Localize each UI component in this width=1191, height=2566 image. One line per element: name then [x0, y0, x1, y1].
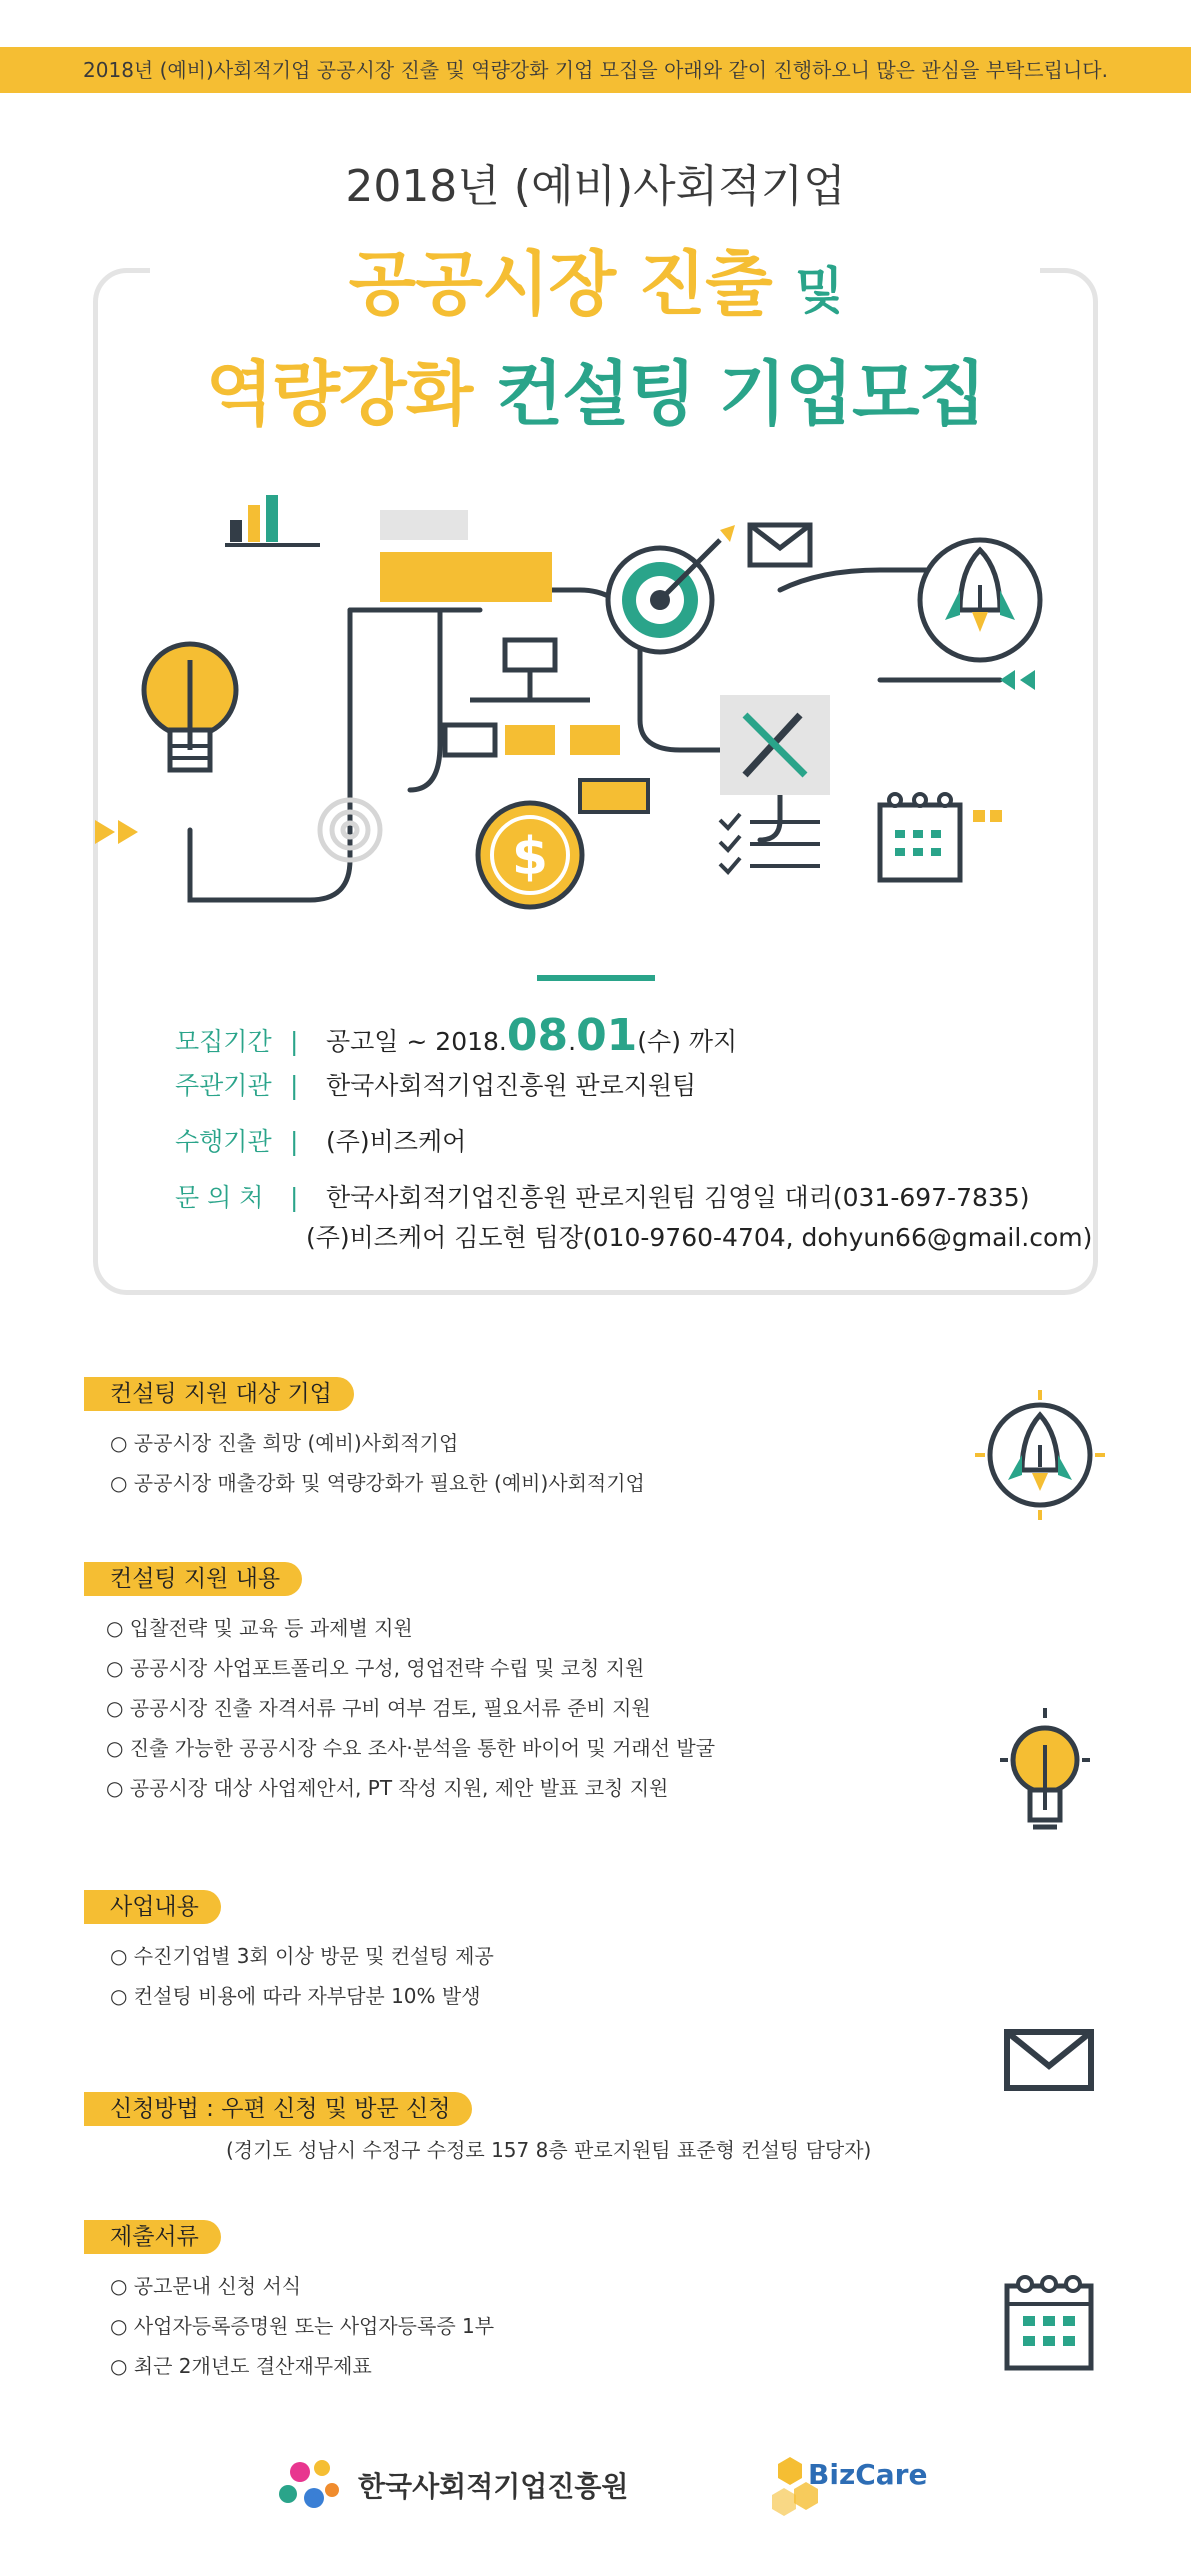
section-content-title: 컨설팅 지원 내용	[84, 1562, 302, 1596]
period-key: 모집기간	[175, 1027, 272, 1056]
host-value: 한국사회적기업진흥원 판로지원팀	[326, 1071, 697, 1100]
kosea-name: 한국사회적기업진흥원	[358, 2470, 629, 2503]
period-post: (수) 까지	[637, 1027, 738, 1056]
calendar-icon	[880, 794, 960, 880]
list-item: ○ 공고문내 신청 서식	[110, 2274, 302, 2298]
list-item: ○ 공공시장 대상 사업제안서, PT 작성 지원, 제안 발표 코칭 지원	[106, 1776, 669, 1800]
section-apply	[84, 2092, 472, 2126]
exec-value: (주)비즈케어	[326, 1127, 467, 1156]
lightbulb-icon	[995, 1705, 1095, 1845]
dollar-coin-icon	[478, 803, 582, 907]
exec-key: 수행기관	[175, 1127, 272, 1156]
section-target-title: 컨설팅 지원 대상 기업	[84, 1377, 354, 1411]
sep: |	[290, 1127, 299, 1156]
section-content	[84, 1562, 715, 1808]
period-month: 08	[506, 1010, 569, 1061]
sep: |	[290, 1027, 299, 1056]
business-illustration	[80, 490, 1111, 930]
period-pre: 공고일 ~ 2018.	[326, 1027, 507, 1056]
bar-chart-icon	[225, 495, 320, 545]
kosea-logo-mark	[270, 2450, 350, 2520]
rocket-icon	[920, 540, 1040, 660]
bizcare-logo	[770, 2452, 930, 2522]
section-apply-title: 신청방법 : 우편 신청 및 방문 신청	[84, 2092, 472, 2126]
list-item: ○ 공공시장 사업포트폴리오 구성, 영업전략 수립 및 코칭 지원	[106, 1656, 645, 1680]
envelope-icon	[750, 525, 810, 565]
checklist-icon	[720, 814, 820, 872]
list-item: ○ 사업자등록증명원 또는 사업자등록증 1부	[110, 2314, 495, 2338]
title-public-market: 공공시장 진출	[348, 243, 772, 325]
section-business	[84, 1890, 494, 2016]
contact-value-2: (주)비즈케어 김도현 팀장(010-9760-4704, dohyun66@gmail.com)	[306, 1223, 1093, 1252]
section-docs	[84, 2220, 494, 2386]
section-target	[84, 1377, 645, 1503]
list-item: ○ 입찰전략 및 교육 등 과제별 지원	[106, 1616, 413, 1640]
exec-row	[175, 1122, 1115, 1178]
target-icon	[608, 525, 735, 652]
lightbulb-icon	[144, 644, 236, 770]
sep: |	[290, 1183, 299, 1212]
section-business-title: 사업내용	[84, 1890, 221, 1924]
list-item: ○ 컨설팅 비용에 따라 자부담분 10% 발생	[110, 1984, 481, 2008]
list-item: ○ 진출 가능한 공공시장 수요 조사·분석을 통한 바이어 및 거래선 발굴	[106, 1736, 716, 1760]
section-docs-title: 제출서류	[84, 2220, 221, 2254]
svg-text:$: $	[511, 827, 549, 887]
list-item: ○ 최근 2개년도 결산재무제표	[110, 2354, 372, 2378]
host-row	[175, 1066, 1115, 1122]
envelope-icon	[1003, 2028, 1095, 2092]
info-block	[175, 1010, 1115, 1258]
list-item: ○ 공공시장 진출 희망 (예비)사회적기업	[110, 1431, 459, 1455]
list-item: ○ 공공시장 진출 자격서류 구비 여부 검토, 필요서류 준비 지원	[106, 1696, 651, 1720]
section-divider	[537, 975, 655, 981]
list-item: ○ 수진기업별 3회 이상 방문 및 컨설팅 제공	[110, 1944, 494, 1968]
list-item: ○ 공공시장 매출강화 및 역량강화가 필요한 (예비)사회적기업	[110, 1471, 645, 1495]
title-main-1	[0, 228, 1191, 329]
tools-icon	[720, 695, 830, 795]
contact-value-1: 한국사회적기업진흥원 판로지원팀 김영일 대리(031-697-7835)	[326, 1183, 1030, 1212]
period-row	[175, 1010, 1115, 1066]
kosea-logo	[270, 2450, 630, 2520]
title-year: 2018년 (예비)사회적기업	[345, 161, 846, 212]
org-chart-icon	[445, 640, 620, 755]
title-main-2	[0, 338, 1191, 439]
title-consulting: 컨설팅 기업모집	[495, 353, 986, 435]
rocket-icon	[970, 1385, 1110, 1525]
notice-banner: 2018년 (예비)사회적기업 공공시장 진출 및 역량강화 기업 모집을 아래와 같이 진행하오니 많은 관심을 부탁드립니다.	[0, 47, 1191, 93]
apply-address: (경기도 성남시 수정구 수정로 157 8층 판로지원팀 표준형 컨설팅 담당자)	[226, 2138, 872, 2162]
bizcare-name: BizCare	[808, 2458, 928, 2491]
sep: |	[290, 1071, 299, 1100]
title-capacity: 역량강화	[205, 353, 473, 435]
period-dot: .	[568, 1027, 577, 1056]
calendar-icon	[1003, 2272, 1095, 2372]
contact-key: 문 의 처	[175, 1183, 264, 1212]
host-key: 주관기관	[175, 1071, 272, 1100]
title-and: 및	[795, 262, 843, 320]
period-day: 01	[576, 1010, 638, 1061]
